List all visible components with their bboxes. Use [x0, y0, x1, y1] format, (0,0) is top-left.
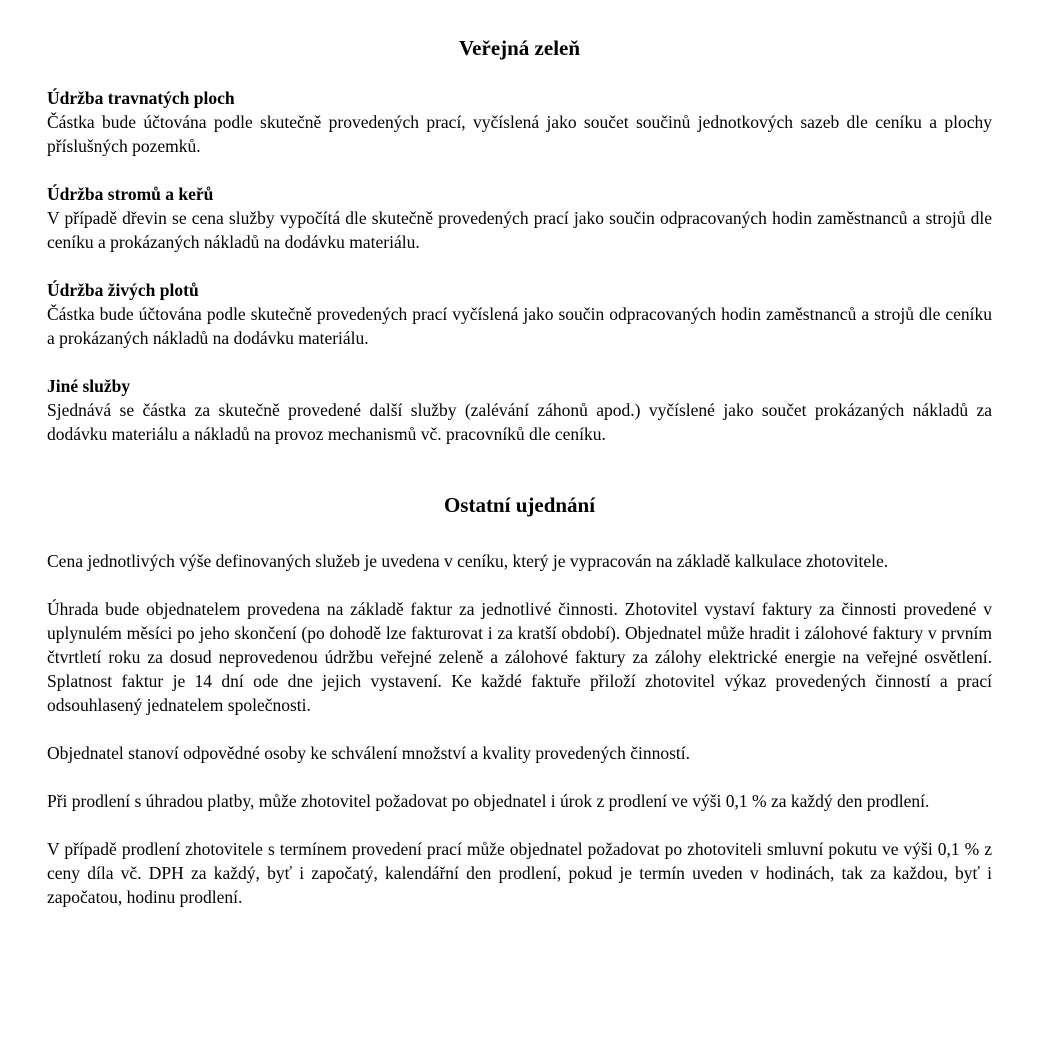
section-heading: Údržba stromů a keřů [47, 184, 214, 204]
section-trees-shrubs [47, 182, 992, 254]
paragraph-contractor-delay: V případě prodlení zhotovitele s termínem provedení prací může objednatel požadovat po zhotoviteli smluvní pokutu ve výši 0,1 % z ceny díla vč. DPH za každý, byť i započatý, kalendářní den prodlení, pokud je termín uveden v hodinách, tak za každou, byť i započatou, hodinu prodlení. [47, 839, 992, 907]
section-text: Částka bude účtována podle skutečně provedených prací vyčíslená jako součin odpracovaných hodin zaměstnanců a strojů dle ceníku a prokázaných nákladů na dodávku materiálu. [47, 304, 992, 348]
section-title-other-arrangements: Ostatní ujednání [443, 493, 596, 517]
section-text: Sjednává se částka za skutečně provedené další služby (zalévání záhonů apod.) vyčíslené jako součet prokázaných nákladů za dodávku materiálu a nákladů na provoz mechanismů vč. pracovníků dle ceníku. [47, 400, 992, 444]
paragraph-late-payment: Při prodlení s úhradou platby, může zhotovitel požadovat po objednatel i úrok z prodlení ve výši 0,1 % za každý den prodlení. [47, 791, 930, 811]
paragraph-price: Cena jednotlivých výše definovaných služeb je uvedena v ceníku, který je vypracován na základě kalkulace zhotovitele. [47, 551, 889, 571]
section-text: Částka bude účtována podle skutečně provedených prací, vyčíslená jako součet součinů jednotkových sazeb dle ceníku a plochy příslušných pozemků. [47, 112, 992, 156]
section-heading: Jiné služby [47, 376, 131, 396]
paragraph-responsible-persons: Objednatel stanoví odpovědné osoby ke schválení množství a kvality provedených činností. [47, 743, 690, 763]
section-heading: Údržba živých plotů [47, 280, 199, 300]
section-lawn-maintenance [47, 86, 992, 158]
section-other-services [47, 374, 992, 446]
section-hedges [47, 278, 992, 350]
section-heading: Údržba travnatých ploch [47, 88, 235, 108]
section-text: V případě dřevin se cena služby vypočítá dle skutečně provedených prací jako součin odpracovaných hodin zaměstnanců a strojů dle ceníku a prokázaných nákladů na dodávku materiálu. [47, 208, 992, 252]
page-title: Veřejná zeleň [458, 36, 581, 60]
paragraph-payment: Úhrada bude objednatelem provedena na základě faktur za jednotlivé činnosti. Zhotovitel vystaví faktury za činnosti provedené v uplynulém měsíci po jeho skončení (po dohodě lze fakturovat i za kratší období). Objednatel může hradit i zálohové faktury v prvním čtvrtletí roku za dosud neprovedenou údržbu veřejné zeleně a zálohové faktury za zálohy elektrické energie na veřejné osvětlení. Splatnost faktur je 14 dní ode dne jejich vystavení. Ke každé faktuře přiloží zhotovitel výkaz provedených činností a prací odsouhlasený jednatelem společnosti. [47, 599, 992, 715]
